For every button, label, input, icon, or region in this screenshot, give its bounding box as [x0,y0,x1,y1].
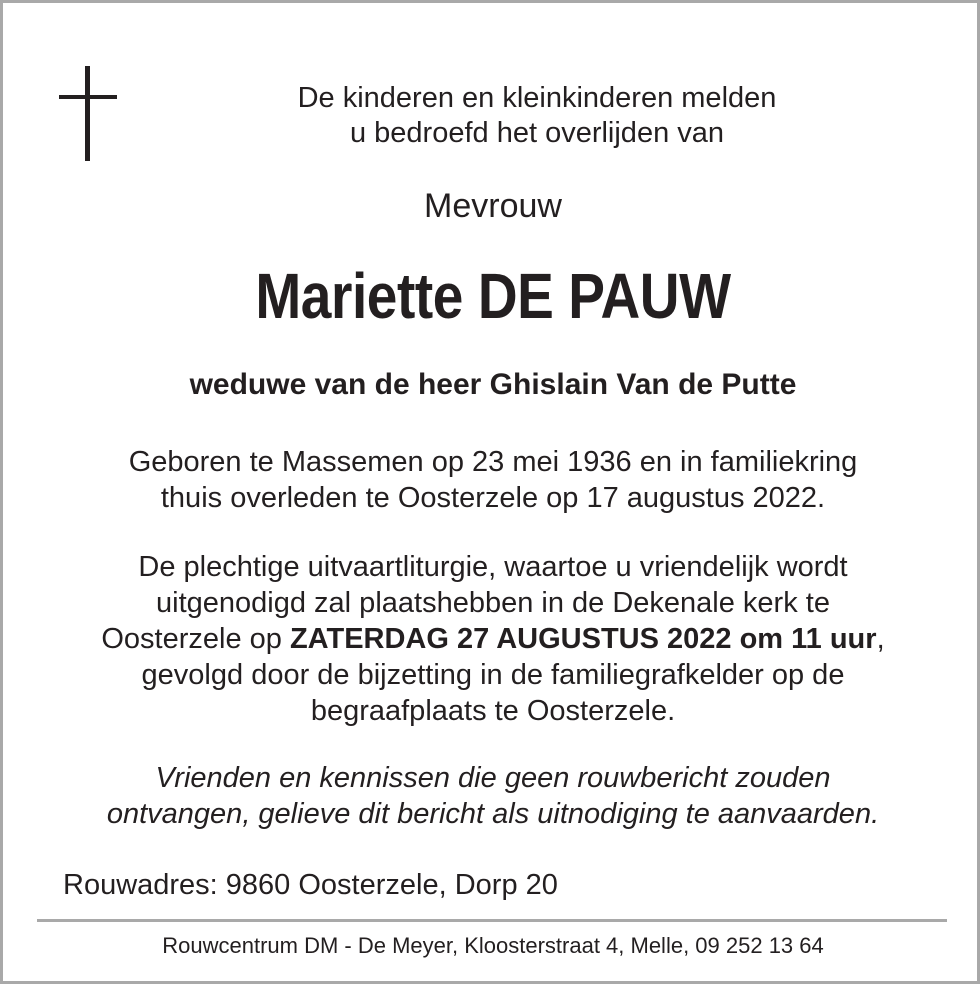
funeral-line-3-pre: Oosterzele op [101,623,290,655]
friends-notice [3,760,980,832]
funeral-home-footer: Rouwcentrum DM - De Meyer, Kloosterstraat 4, Melle, 09 252 13 64 [162,933,824,958]
widow-of: weduwe van de heer Ghislain Van de Putte [189,368,797,401]
funeral-info [3,549,980,729]
birth-line-2: thuis overleden te Oosterzele op 17 augustus 2022. [160,482,826,514]
funeral-line-2: uitgenodigd zal plaatshebben in de Dekenale kerk te [156,587,830,619]
cross-icon [59,66,117,161]
announcement-intro [237,81,837,151]
funeral-line-5: begraafplaats te Oosterzele. [310,695,676,727]
intro-line-1: De kinderen en kleinkinderen melden [297,82,777,114]
funeral-line-3-post: , [876,623,885,655]
honorific: Mevrouw [424,187,562,225]
intro-line-2: u bedroefd het overlijden van [349,117,725,149]
funeral-line-4: gevolgd door de bijzetting in de familiegrafkelder op de [141,659,845,691]
divider [37,919,947,922]
funeral-line-3 [3,621,980,657]
birth-line-1: Geboren te Massemen op 23 mei 1936 en in familiekring [128,446,858,478]
deceased-name: Mariette DE PAUW [255,260,731,332]
funeral-line-1: De plechtige uitvaartliturgie, waartoe u vriendelijk wordt [138,551,848,583]
funeral-date-time: ZATERDAG 27 AUGUSTUS 2022 om 11 uur [289,623,877,655]
friends-line-1: Vrienden en kennissen die geen rouwbericht zouden [155,762,831,794]
friends-line-2: ontvangen, gelieve dit bericht als uitnodiging te aanvaarden. [106,798,880,830]
mourning-address: Rouwadres: 9860 Oosterzele, Dorp 20 [63,869,558,901]
birth-death-info [3,444,980,516]
